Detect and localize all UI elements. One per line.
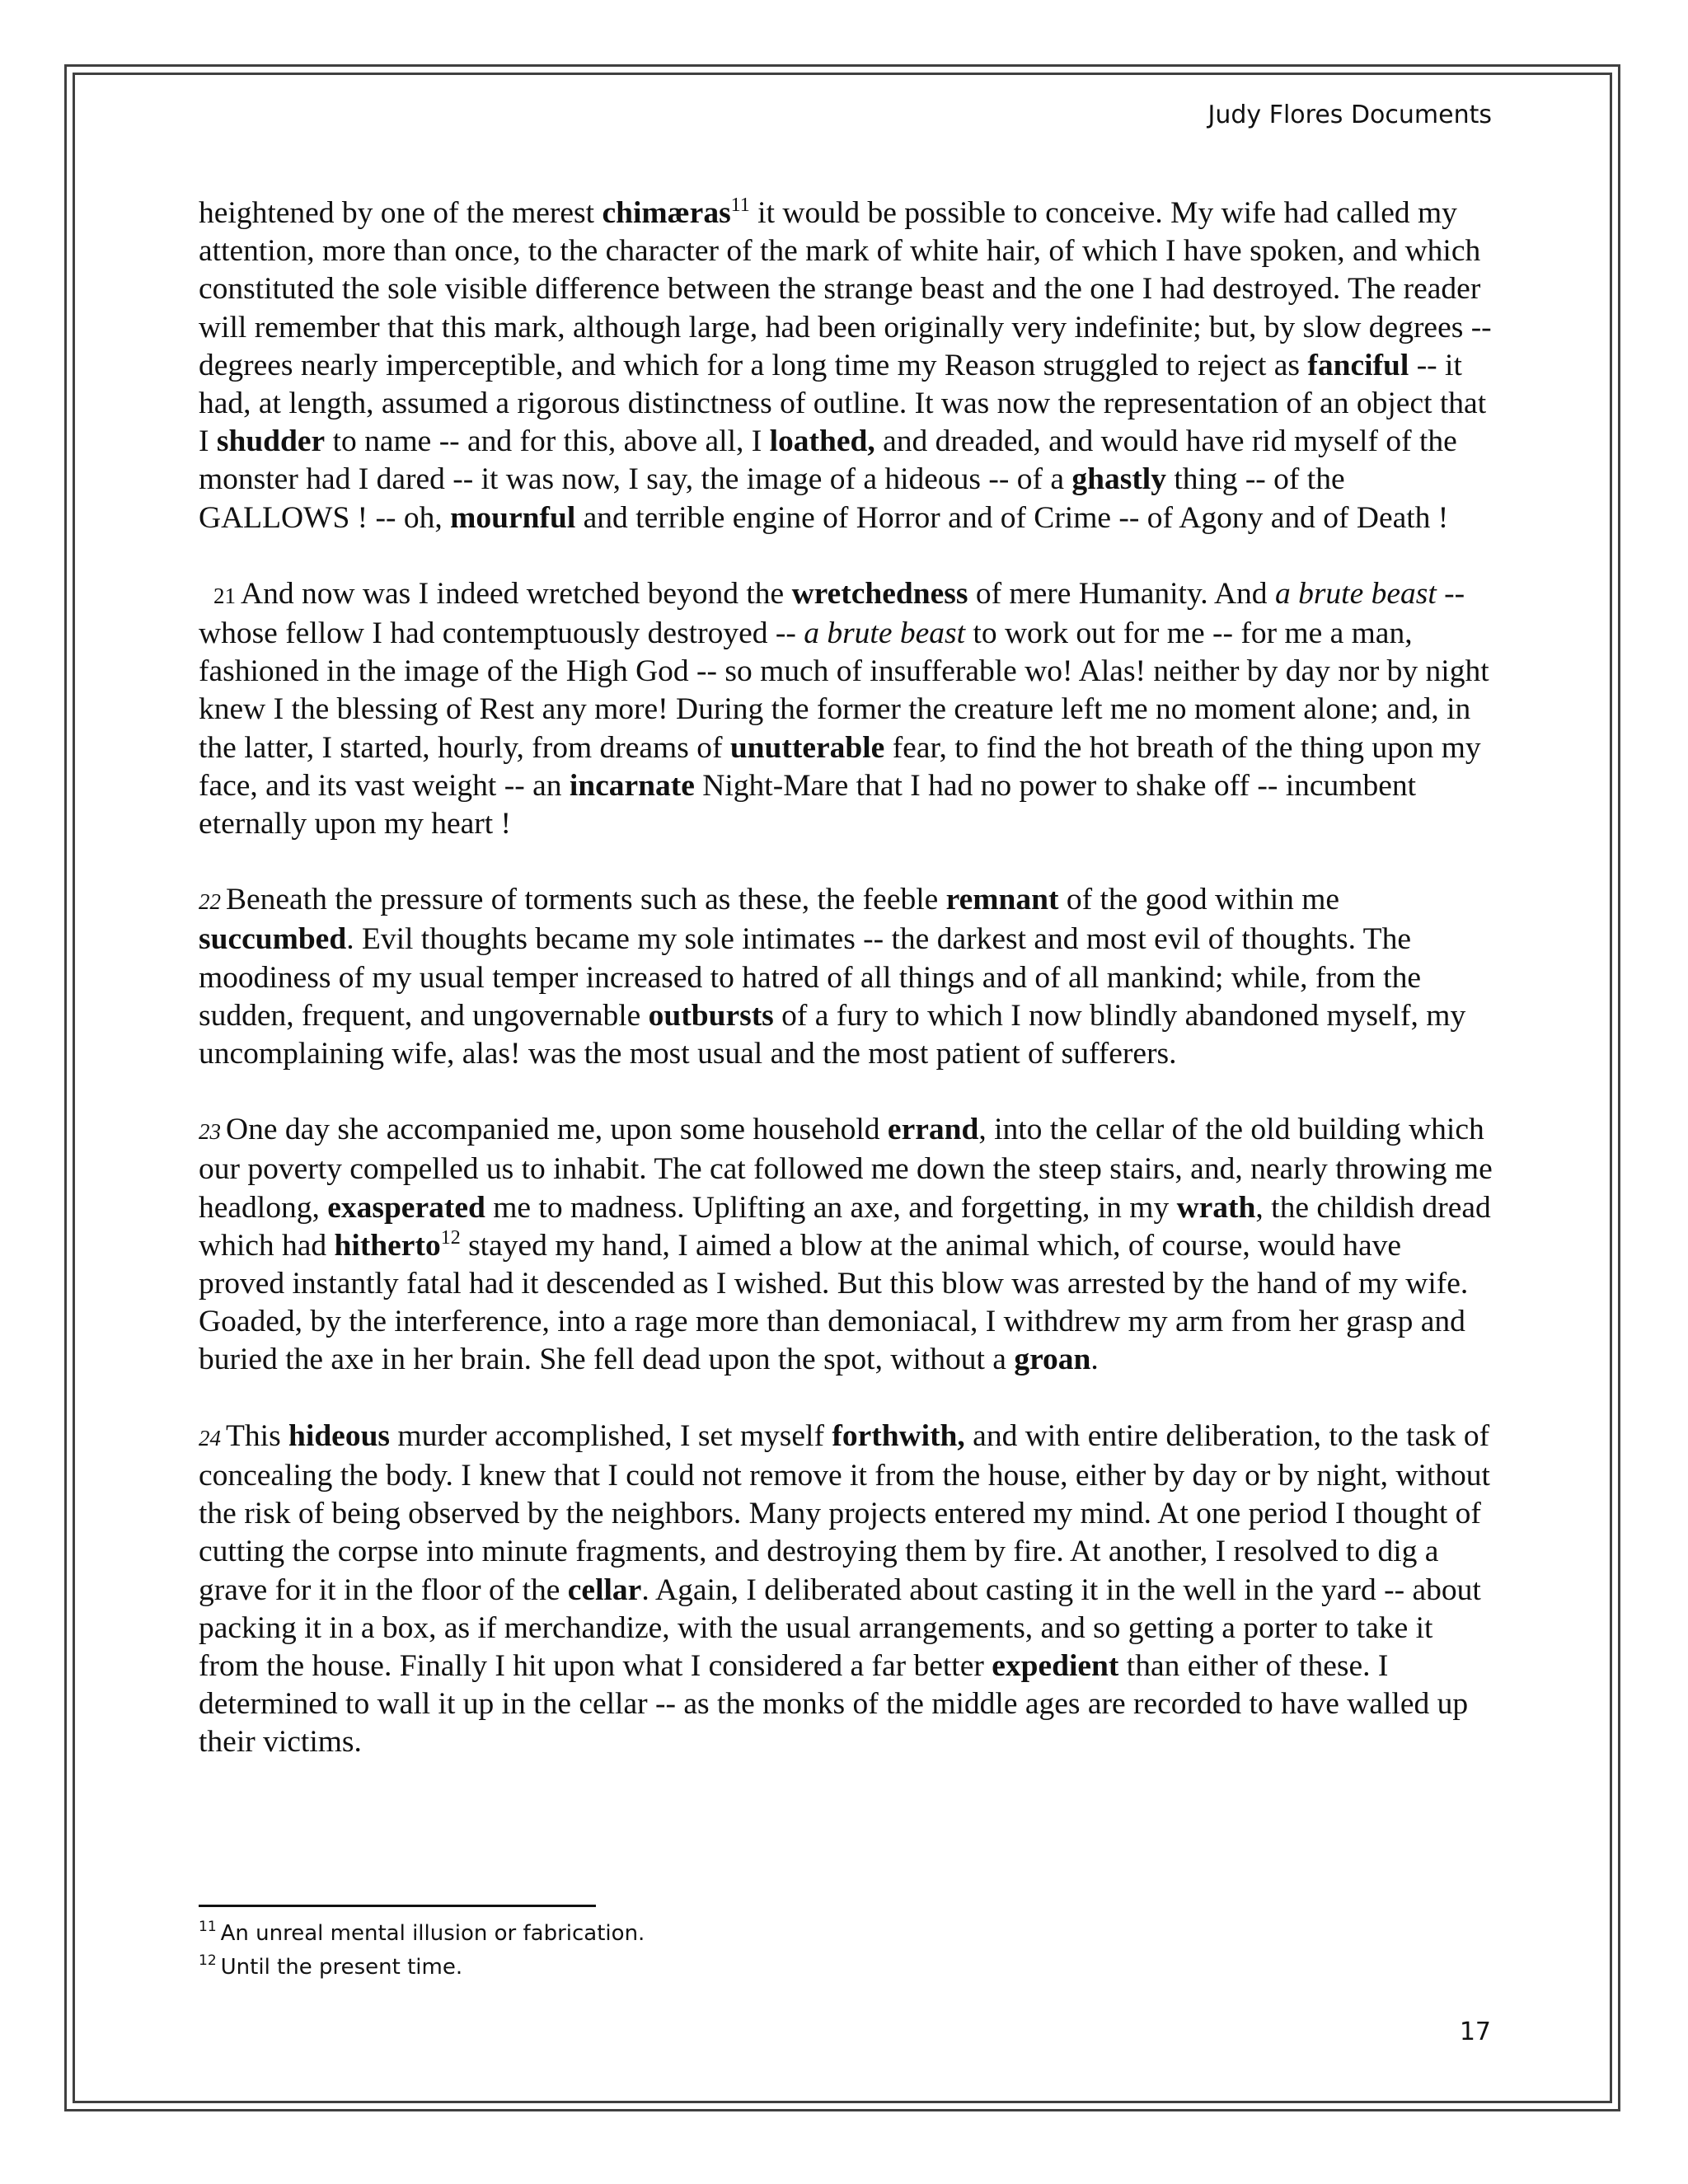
vocab-word: unutterable bbox=[729, 730, 885, 765]
vocab-word: succumbed bbox=[199, 922, 347, 957]
vocab-word: shudder bbox=[216, 424, 326, 459]
vocab-word: mournful bbox=[450, 500, 576, 535]
text-run: One day she accompanied me, upon some household bbox=[226, 1113, 888, 1147]
vocab-word: forthwith, bbox=[832, 1418, 965, 1453]
text-run: and with entire deliberation, to the task of concealing the body. I knew that I could not remove it from the house, either by day or by night, without the risk of being observed by the neighbors. Many projects entered my mind. At one period I thought of cutting the corpse into minute fragments, and destroying them by fire. At another, I resolved to dig a grave for it in the floor of the bbox=[199, 1418, 1490, 1607]
footnote-text: An unreal mental illusion or fabrication. bbox=[220, 1921, 645, 1946]
footnote-separator bbox=[199, 1905, 596, 1907]
document-header: Judy Flores Documents bbox=[1207, 101, 1492, 129]
vocab-word: outbursts bbox=[648, 998, 774, 1033]
paragraph-number: 23 bbox=[199, 1119, 221, 1145]
vocab-word: wretchedness bbox=[791, 576, 968, 611]
paragraph-number: 24 bbox=[199, 1425, 221, 1451]
paragraph-22 bbox=[199, 881, 1493, 1073]
vocab-word: hitherto bbox=[334, 1228, 441, 1263]
vocab-word: ghastly bbox=[1071, 462, 1166, 497]
vocab-word: wrath bbox=[1176, 1190, 1256, 1225]
vocab-word: cellar bbox=[567, 1572, 642, 1607]
text-run: And now was I indeed wretched beyond the bbox=[241, 576, 792, 611]
text-run: . Evil thoughts became my sole intimates -- the darkest and most evil of thoughts. The moodiness of my usual temper increased to hatred of all things and of all mankind; while, from the sudden, frequent, and ungovernable bbox=[199, 922, 1421, 1033]
text-run: to work out for me -- for me a man, fashioned in the image of the High God -- so much of insufferable wo! Alas! neither by day nor by night knew I the blessing of Rest any more! During the former the creature left me no moment alone; and, in the latter, I started, hourly, from dreams of bbox=[199, 616, 1489, 765]
vocab-word: remnant bbox=[945, 883, 1059, 917]
text-run: and terrible engine of Horror and of Crime -- of Agony and of Death ! bbox=[575, 500, 1449, 535]
text-run: me to madness. Uplifting an axe, and forgetting, in my bbox=[485, 1190, 1177, 1225]
vocab-word: expedient bbox=[992, 1648, 1119, 1683]
vocab-word: groan bbox=[1014, 1343, 1091, 1377]
text-run: of a fury to which I now blindly abandoned myself, my uncomplaining wife, alas! was the most usual and the most patient of sufferers. bbox=[199, 998, 1466, 1071]
text-run: stayed my hand, I aimed a blow at the animal which, of course, would have proved instantly fatal had it descended as I wished. But this blow was arrested by the hand of my wife. Goaded, by the interference, into a rage more than demoniacal, I withdrew my arm from her grasp and buried the axe in her brain. She fell dead upon the spot, without a bbox=[199, 1228, 1469, 1377]
footnote-mark: 12 bbox=[199, 1952, 217, 1969]
text-run: . bbox=[1090, 1343, 1099, 1377]
paragraph-23 bbox=[199, 1111, 1493, 1379]
text-run: Beneath the pressure of torments such as these, the feeble bbox=[226, 883, 946, 917]
footnote-12 bbox=[199, 1951, 1023, 1985]
paragraph-24 bbox=[199, 1418, 1493, 1762]
text-run: -- whose fellow I had contemptuously destroyed -- bbox=[199, 576, 1465, 651]
page-number: 17 bbox=[1459, 2018, 1491, 2046]
text-run: of the good within me bbox=[1058, 883, 1340, 917]
footnote-text: Until the present time. bbox=[220, 1955, 463, 1980]
text-run: than either of these. I determined to wall it up in the cellar -- as the monks of the middle ages are recorded to have walled up their victims. bbox=[199, 1648, 1469, 1760]
footnote-reference: 11 bbox=[730, 194, 750, 216]
footnotes bbox=[199, 1917, 1023, 1985]
text-run: Night-Mare that I had no power to shake off -- incumbent eternally upon my heart ! bbox=[199, 768, 1417, 841]
vocab-word: exasperated bbox=[327, 1190, 485, 1225]
footnote-11 bbox=[199, 1917, 1023, 1951]
vocab-word: chimæras bbox=[602, 196, 731, 230]
text-run: , into the cellar of the old building which our poverty compelled us to inhabit. The cat followed me down the steep stairs, and, nearly throwing me headlong, bbox=[199, 1113, 1493, 1225]
vocab-word: incarnate bbox=[569, 768, 695, 803]
text-run: , the childish dread which had bbox=[199, 1190, 1491, 1263]
paragraph-number: 22 bbox=[199, 889, 221, 915]
vocab-word: loathed, bbox=[769, 424, 875, 459]
vocab-word: fanciful bbox=[1307, 348, 1409, 382]
text-run: murder accomplished, I set myself bbox=[390, 1418, 832, 1453]
text-run: and dreaded, and would have rid myself of the monster had I dared -- it was now, I say, the image of a hideous -- of a bbox=[199, 424, 1457, 497]
footnote-mark: 11 bbox=[199, 1919, 217, 1935]
vocab-word: errand bbox=[887, 1113, 979, 1147]
text-run: to name -- and for this, above all, I bbox=[325, 424, 770, 459]
text-run: -- it had, at length, assumed a rigorous distinctness of outline. It was now the representation of an object that I bbox=[199, 348, 1487, 459]
footnote-reference: 12 bbox=[440, 1226, 461, 1249]
text-run: a brute beast bbox=[1274, 576, 1437, 611]
paragraph-21 bbox=[199, 575, 1493, 843]
text-run: fear, to find the hot breath of the thing upon my face, and its vast weight -- an bbox=[199, 730, 1481, 803]
vocab-word: hideous bbox=[288, 1418, 391, 1453]
text-run: . Again, I deliberated about casting it in the well in the yard -- about packing it in a box, as if merchandize, with the usual arrangements, and so getting a porter to take it from the house. Finally I hit upon what I considered a far better bbox=[199, 1572, 1481, 1683]
text-run: a brute beast bbox=[804, 616, 966, 651]
paragraph-number: 21 bbox=[213, 583, 236, 608]
body-text bbox=[199, 194, 1493, 1762]
text-run: of mere Humanity. And bbox=[968, 576, 1275, 611]
text-run: thing -- of the GALLOWS ! -- oh, bbox=[199, 462, 1345, 535]
paragraph-20-continued bbox=[199, 194, 1493, 537]
text-run: heightened by one of the merest bbox=[199, 196, 603, 230]
text-run: This bbox=[226, 1418, 289, 1453]
text-run: it would be possible to conceive. My wife had called my attention, more than once, to the character of the mark of white hair, of which I have spoken, and which constituted the sole visible difference between the strange beast and the one I had destroyed. The reader will remember that this mark, although large, had been originally very indefinite; but, by slow degrees -- degrees nearly imperceptible, and which for a long time my Reason struggled to reject as bbox=[199, 196, 1492, 382]
